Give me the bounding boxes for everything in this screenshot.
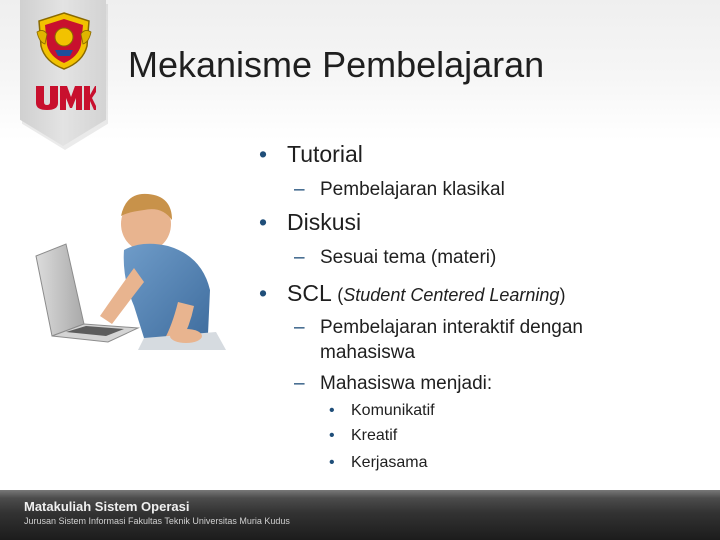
slide-title: Mekanisme Pembelajaran: [128, 44, 545, 85]
sub-bullet-marker: –: [294, 179, 305, 200]
footer-course-title: Matakuliah Sistem Operasi: [24, 499, 190, 514]
bullet-item: [259, 141, 363, 168]
footer-bar: [0, 490, 720, 540]
sub-sub-bullet-label: Komunikatif: [351, 402, 435, 419]
bullet-marker: •: [259, 280, 268, 306]
sub-sub-bullet-item: [329, 454, 428, 472]
sub-bullet-marker: –: [294, 247, 305, 268]
footer-department: Jurusan Sistem Informasi Fakultas Teknik Universitas Muria Kudus: [24, 516, 290, 526]
bullet-marker: •: [329, 402, 335, 419]
bullet-marker: •: [329, 454, 335, 471]
sub-sub-bullet-item: [329, 427, 398, 445]
bullet-label-open: (: [337, 285, 344, 305]
bullet-marker: •: [329, 427, 335, 444]
sub-bullet-marker: –: [294, 317, 305, 338]
bullet-label-close: ): [559, 285, 566, 305]
bullet-label: Tutorial: [287, 141, 363, 167]
sub-bullet-label: Sesuai tema (materi): [320, 247, 497, 268]
sub-bullet-label: Mahasiswa menjadi:: [320, 373, 493, 394]
sub-bullet-item: [294, 371, 640, 396]
bullet-marker: •: [259, 141, 268, 167]
sub-bullet-item: [294, 245, 620, 270]
sub-sub-bullet-item: [329, 402, 435, 420]
bullet-label: Diskusi: [287, 209, 362, 235]
bullet-label: SCL: [287, 280, 331, 306]
sub-bullet-label: Pembelajaran interaktif dengan mahasiswa: [320, 317, 584, 363]
footer-shine: [0, 490, 720, 498]
sub-sub-bullet-label: Kerjasama: [351, 454, 428, 471]
bullet-label-italic: Student Centered Learning: [343, 285, 560, 305]
sub-sub-bullet-label: Kreatif: [351, 427, 398, 444]
sub-bullet-item: [294, 315, 640, 365]
bullet-marker: •: [259, 209, 268, 235]
sub-bullet-marker: –: [294, 373, 305, 394]
sub-bullet-item: [294, 177, 620, 202]
bullet-item: [259, 209, 362, 236]
bullet-item: [259, 280, 566, 307]
sub-bullet-label: Pembelajaran klasikal: [320, 179, 505, 200]
